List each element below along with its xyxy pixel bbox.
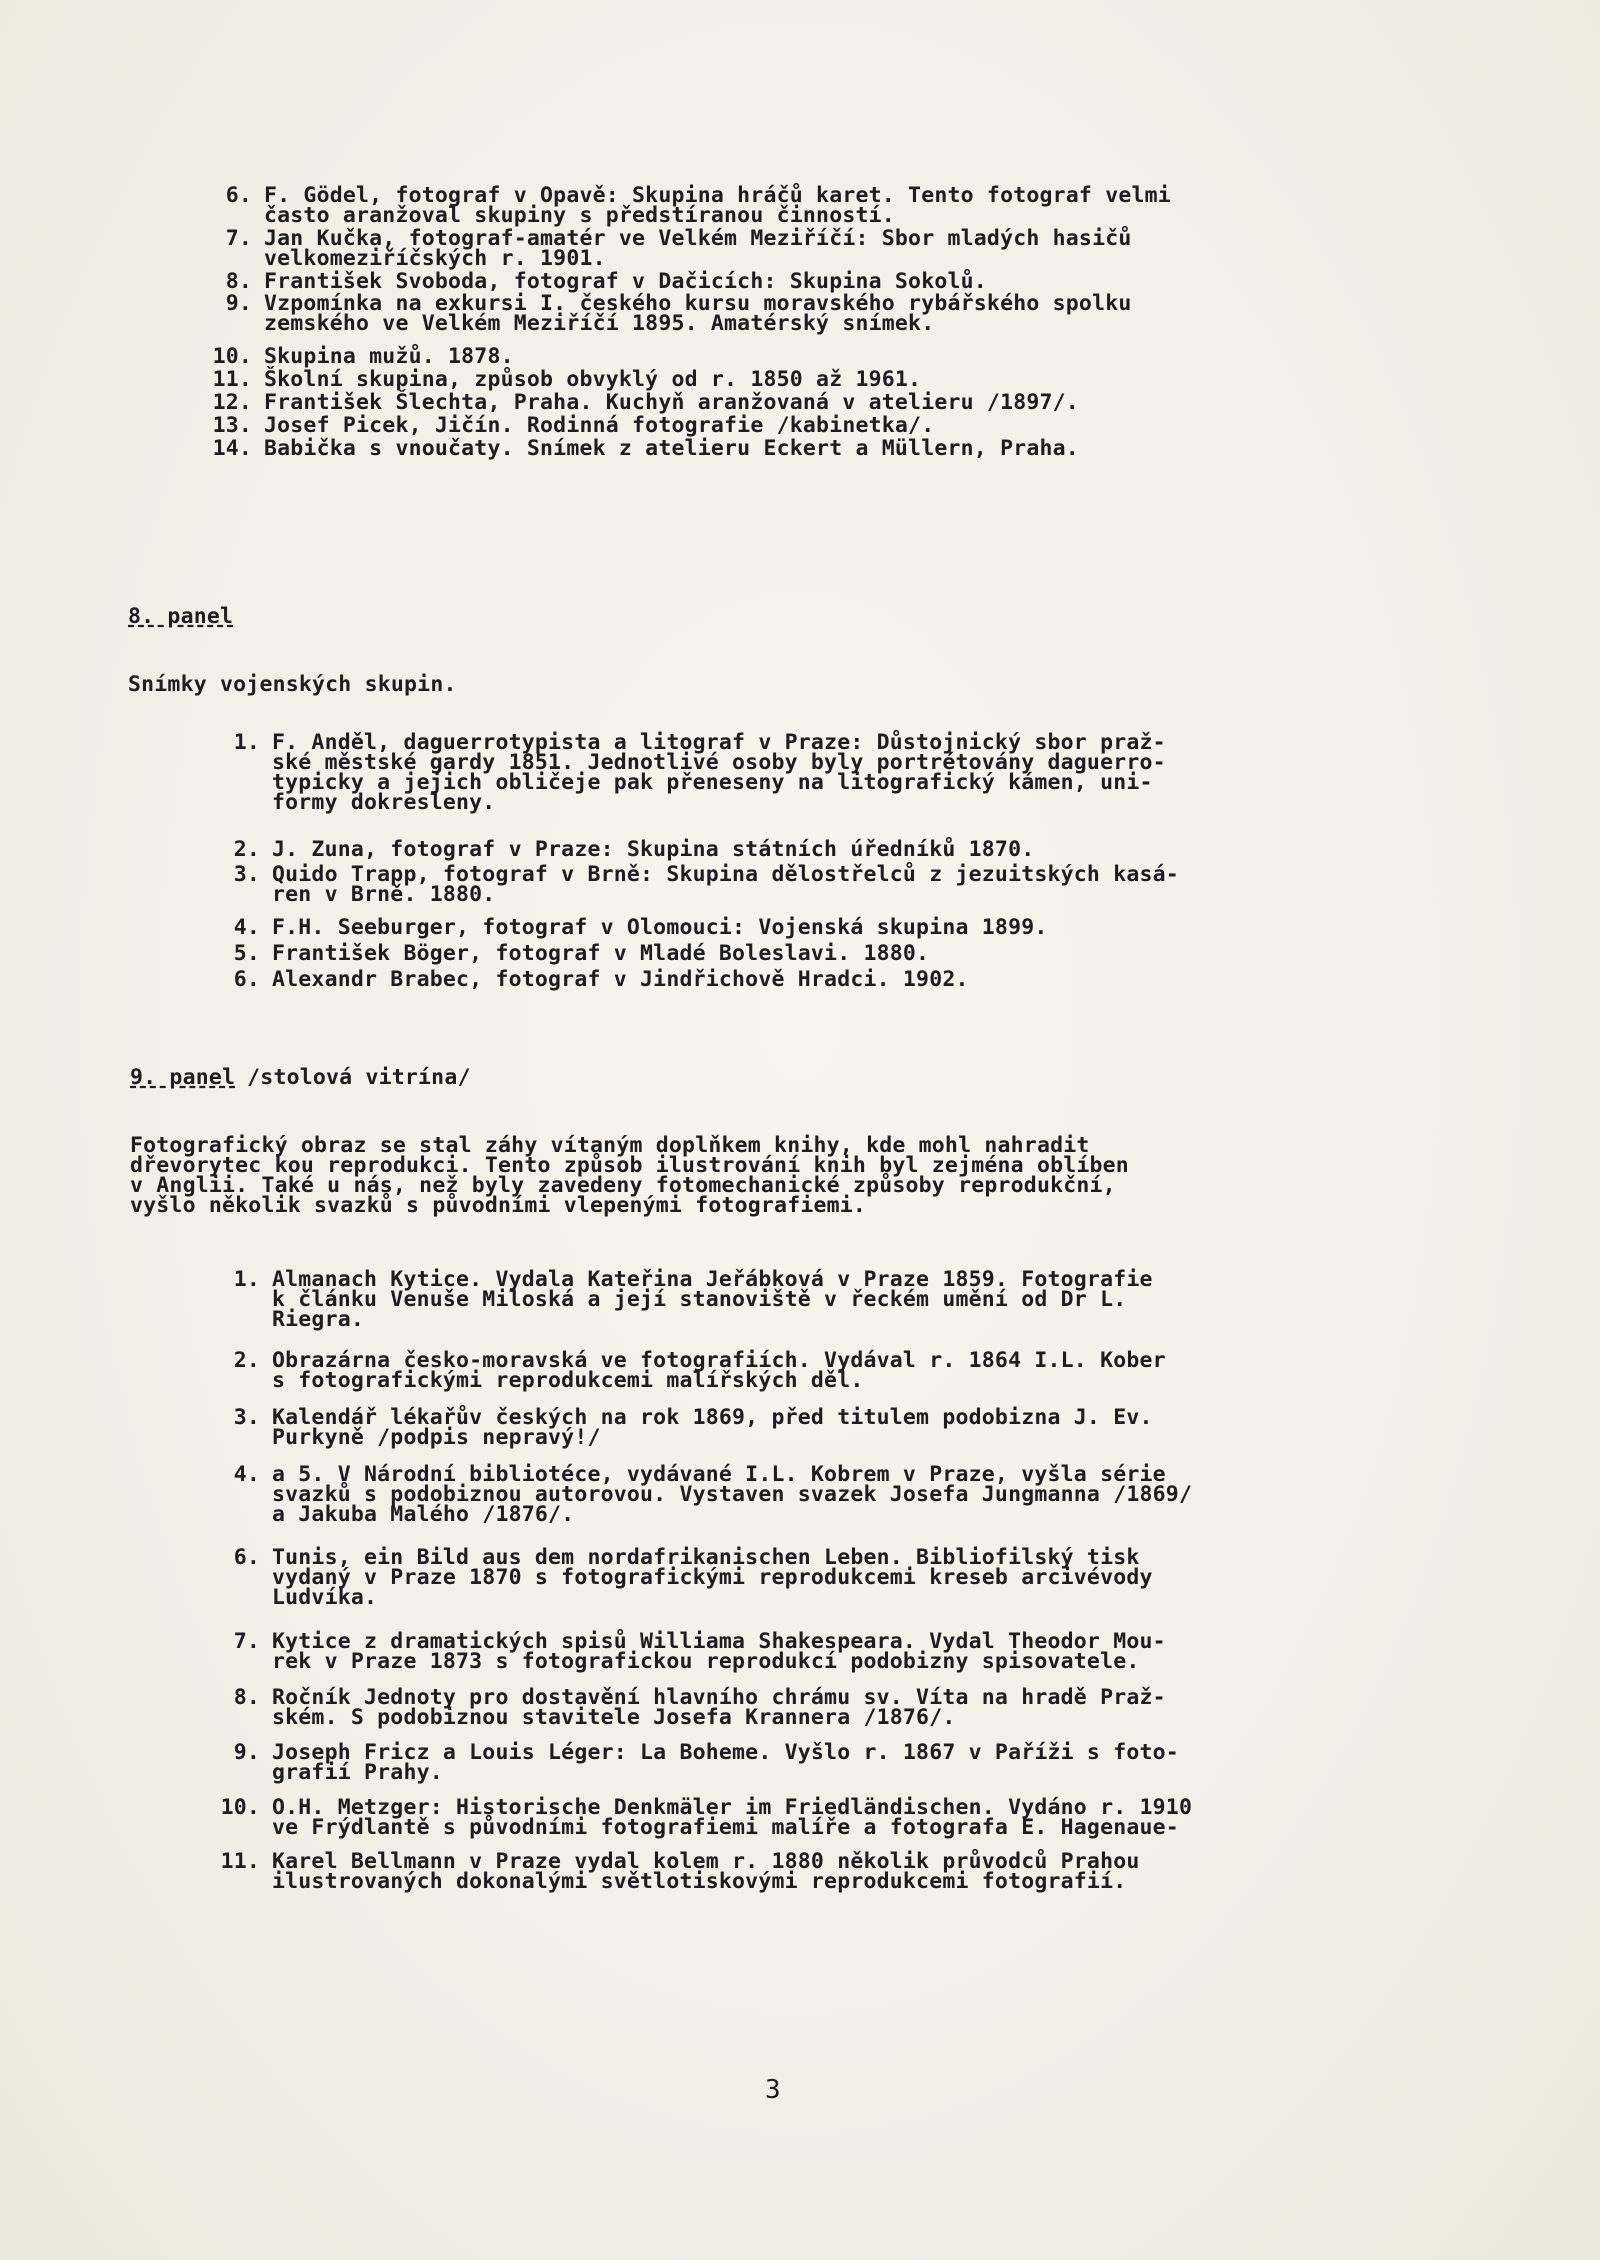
item-line: Obrazárna česko-moravská ve fotografiích. Vydával r. 1864 I.L. Kober (272, 1348, 1166, 1373)
list-item (233, 837, 1035, 862)
item-line: ilustrovaných dokonalými světlotiskovými reprodukcemi fotografií. (272, 1869, 1127, 1894)
panel-9-heading-label: 9. panel (130, 1065, 236, 1090)
item-number: 1. (233, 730, 260, 755)
item-line: vydaný v Praze 1870 s fotografickými reprodukcemi kreseb arcivévody (272, 1565, 1153, 1590)
list-item (233, 1462, 1193, 1527)
panel-9-subheading: /stolová vitrína/ (247, 1065, 471, 1090)
item-number: 14. (212, 436, 252, 461)
item-number: 6. (225, 183, 252, 208)
item-number: 9. (233, 1740, 260, 1765)
item-line: rek v Praze 1873 s fotografickou reprodukcí podobizny spisovatele. (272, 1649, 1140, 1674)
list-item (212, 367, 922, 392)
item-line: svazků s podobiznou autorovou. Vystaven svazek Josefa Jungmanna /1869/ (272, 1482, 1193, 1507)
item-line: Ročník Jednoty pro dostavění hlavního chrámu sv. Víta na hradě Praž- (272, 1685, 1166, 1710)
item-line: ren v Brně. 1880. (272, 882, 496, 907)
list-item (233, 1267, 1153, 1332)
item-line: ské městské gardy 1851. Jednotlivé osoby byly portrétovány daguerro- (272, 750, 1166, 775)
list-item (233, 1545, 1153, 1610)
item-number: 7. (225, 226, 252, 251)
item-line: s fotografickými reprodukcemi malířských děl. (272, 1368, 864, 1393)
intro-line: dřevorytec kou reprodukci. Tento způsob ilustrování knih byl zejména oblíben (130, 1153, 1129, 1178)
item-line: Vzpomínka na exkursi I. českého kursu moravského rybářského spolku (264, 291, 1132, 316)
item-line: Alexandr Brabec, fotograf v Jindřichově Hradci. 1902. (272, 967, 969, 992)
list-item (233, 941, 930, 966)
item-line: Jan Kučka, fotograf-amatér ve Velkém Meziříčí: Sbor mladých hasičů (264, 226, 1132, 251)
item-line: J. Zuna, fotograf v Praze: Skupina státních úředníků 1870. (272, 837, 1035, 862)
list-item (233, 915, 1048, 940)
item-number: 11. (212, 367, 252, 392)
item-line: velkomeziříčských r. 1901. (264, 246, 606, 271)
item-line: typicky a jejich obličeje pak přeneseny na litografický kámen, uni- (272, 770, 1153, 795)
item-line: Purkyně /podpis nepravý!/ (272, 1425, 601, 1450)
item-number: 3. (233, 862, 260, 887)
panel-9-intro (130, 1133, 1129, 1218)
list-item (212, 390, 1079, 415)
intro-line: v Anglii. Také u nás, než byly zavedeny fotomechanické způsoby reprodukční, (130, 1173, 1116, 1198)
page-number: 3 (765, 2075, 781, 2105)
item-number: 7. (233, 1629, 260, 1654)
item-line: František Svoboda, fotograf v Dačicích: Skupina Sokolů. (264, 269, 987, 294)
item-number: 11. (220, 1849, 260, 1874)
item-line: Kalendář lékařův českých na rok 1869, před titulem podobizna J. Ev. (272, 1405, 1153, 1430)
item-number: 4. (233, 915, 260, 940)
list-item (225, 269, 987, 294)
item-line: F. Gödel, fotograf v Opavě: Skupina hráčů karet. Tento fotograf velmi (264, 183, 1171, 208)
list-item (212, 413, 935, 438)
item-number: 13. (212, 413, 252, 438)
item-number: 1. (233, 1267, 260, 1292)
item-number: 2. (233, 1348, 260, 1373)
item-line: Tunis, ein Bild aus dem nordafrikanischen Leben. Bibliofilský tisk (272, 1545, 1140, 1570)
panel-8-heading: 8. panel (128, 604, 234, 629)
list-item (233, 862, 1179, 907)
item-line: Ludvíka. (272, 1585, 378, 1610)
item-line: F. Anděl, daguerrotypista a litograf v Praze: Důstojnický sbor praž- (272, 730, 1166, 755)
panel-8-caption: Snímky vojenských skupin. (128, 672, 457, 697)
item-number: 2. (233, 837, 260, 862)
list-item (233, 1685, 1166, 1730)
list-item (225, 226, 1132, 271)
list-item (220, 1795, 1193, 1840)
intro-line: vyšlo několik svazků s původními vlepenými fotografiemi. (130, 1193, 867, 1218)
list-item (233, 730, 1166, 815)
intro-line: Fotografický obraz se stal záhy vítaným doplňkem knihy, kde mohl nahradit (130, 1133, 1090, 1158)
item-line: Riegra. (272, 1307, 365, 1332)
item-line: Karel Bellmann v Praze vydal kolem r. 1880 několik průvodců Prahou (272, 1849, 1140, 1874)
list-item (225, 291, 1132, 336)
item-line: O.H. Metzger: Historische Denkmäler im Friedländischen. Vydáno r. 1910 (272, 1795, 1193, 1820)
item-line: ve Frýdlantě s původními fotografiemi malíře a fotografa E. Hagenaue- (272, 1815, 1179, 1840)
item-number: 9. (225, 291, 252, 316)
item-line: Joseph Fricz a Louis Léger: La Boheme. Vyšlo r. 1867 v Paříži s foto- (272, 1740, 1179, 1765)
item-line: František Böger, fotograf v Mladé Boleslavi. 1880. (272, 941, 930, 966)
item-number: 6. (233, 967, 260, 992)
item-line: Quido Trapp, fotograf v Brně: Skupina dělostřelců z jezuitských kasá- (272, 862, 1179, 887)
item-line: ském. S podobiznou stavitele Josefa Krannera /1876/. (272, 1705, 956, 1730)
item-line: Almanach Kytice. Vydala Kateřina Jeřábková v Praze 1859. Fotografie (272, 1267, 1153, 1292)
item-line: Školní skupina, způsob obvyklý od r. 1850 až 1961. (264, 367, 922, 392)
item-line: Skupina mužů. 1878. (264, 344, 514, 369)
item-line: Josef Picek, Jičín. Rodinná fotografie /kabinetka/. (264, 413, 935, 438)
list-item (233, 1629, 1166, 1674)
list-item (225, 183, 1171, 228)
item-number: 10. (212, 344, 252, 369)
item-line: a Jakuba Malého /1876/. (272, 1502, 575, 1527)
item-number: 3. (233, 1405, 260, 1430)
item-number: 6. (233, 1545, 260, 1570)
item-number: 5. (233, 941, 260, 966)
list-item (233, 967, 969, 992)
item-line: František Šlechta, Praha. Kuchyň aranžovaná v atelieru /1897/. (264, 390, 1079, 415)
list-item (233, 1740, 1179, 1785)
item-number: 8. (225, 269, 252, 294)
item-line: grafií Prahy. (272, 1760, 443, 1785)
list-item (233, 1348, 1166, 1393)
item-line: často aranžoval skupiny s předstíranou činností. (264, 203, 895, 228)
item-number: 8. (233, 1685, 260, 1710)
item-number: 10. (220, 1795, 260, 1820)
item-number: 4. (233, 1462, 260, 1487)
item-line: zemského ve Velkém Meziříčí 1895. Amatérský snímek. (264, 311, 935, 336)
item-line: F.H. Seeburger, fotograf v Olomouci: Vojenská skupina 1899. (272, 915, 1048, 940)
item-line: formy dokresleny. (272, 790, 496, 815)
list-item (212, 436, 1079, 461)
panel-9-heading (130, 1065, 471, 1090)
item-line: k článku Venuše Miloská a její stanoviště v řeckém umění od Dr L. (272, 1287, 1127, 1312)
item-number: 12. (212, 390, 252, 415)
list-item (233, 1405, 1153, 1450)
list-item (212, 344, 514, 369)
item-line: a 5. V Národní bibliotéce, vydávané I.L. Kobrem v Praze, vyšla série (272, 1462, 1166, 1487)
item-line: Babička s vnoučaty. Snímek z atelieru Eckert a Müllern, Praha. (264, 436, 1079, 461)
item-line: Kytice z dramatických spisů Williama Shakespeara. Vydal Theodor Mou- (272, 1629, 1166, 1654)
list-item (220, 1849, 1140, 1894)
